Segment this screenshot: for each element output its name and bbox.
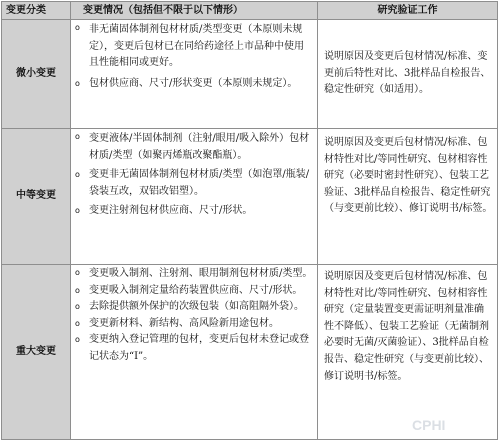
list-item-text: 变更注射剂包材供应商、尺寸/形状。 xyxy=(89,205,253,217)
cphi-watermark-logo xyxy=(412,415,490,435)
list-item-text: 非无菌固体制剂包材材质/类型变更（本原则未规定），变更后包材已在同给药途径上市品种中使用且性能相同或更好。 xyxy=(89,24,304,69)
changes-cell xyxy=(71,265,318,440)
bullet-icon: o xyxy=(75,78,80,88)
table-row-major xyxy=(2,265,498,440)
header-changes: 变更情况（包括但不限于以下情形） xyxy=(71,2,318,20)
bullet-icon: o xyxy=(75,23,80,32)
bullet-icon: o xyxy=(75,132,80,141)
research-cell xyxy=(318,20,498,129)
table-row-minor xyxy=(2,20,498,129)
bullet-icon: o xyxy=(75,170,80,180)
header-research: 研究验证工作 xyxy=(318,2,498,20)
research-cell xyxy=(318,129,498,265)
list-item-text: 变更新材料、新结构、高风险新用途包材。 xyxy=(89,317,279,329)
changes-cell xyxy=(71,20,318,129)
change-classification-table xyxy=(1,1,498,440)
bullet-icon: o xyxy=(75,206,80,216)
list-item-text: 去除提供额外保护的次级包装（如高阻隔外袋）。 xyxy=(89,301,304,313)
bullet-icon: o xyxy=(75,318,80,328)
research-text: 说明原因及变更后包材情况/标准、包材特性对比/等同性研究、包材相容性研究（必要时密封性研究）、包装工艺验证、3批样品自检报告、稳定性研究（与变更前比较）、修订说明书/标签。 xyxy=(324,137,493,215)
changes-list xyxy=(75,265,313,366)
bullet-icon: o xyxy=(75,285,80,295)
list-item-text: 包材供应商、尺寸/形状变更（本原则未规定）。 xyxy=(89,77,298,89)
category-cell: 中等变更 xyxy=(2,129,71,265)
list-item-text: 变更吸入制剂定量给药装置供应商、尺寸/形状。 xyxy=(89,284,303,296)
list-item xyxy=(75,167,313,200)
list-item xyxy=(75,316,313,333)
research-text: 说明原因及变更后包材情况/标准、包材特性对比/等同性研究、包材相容性研究（定量装置变更需证明剂量准确性不降低）、包装工艺验证（无菌制剂必要时无菌/灭菌验证）、3批样品自检报告、稳定性研究（与变更前比较）、修订说明书/标签。 xyxy=(324,271,489,382)
research-cell xyxy=(318,265,498,440)
list-item xyxy=(75,332,313,365)
table-row-moderate xyxy=(2,129,498,265)
research-text: 说明原因及变更后包材情况/标准、变更前后特性对比、3批样品自检报告、稳定性研究（如适用）。 xyxy=(324,51,491,96)
bullet-icon: o xyxy=(75,335,80,345)
list-item xyxy=(75,283,313,300)
list-item-text: 变更液体/半固体制剂（注射/眼用/吸入除外）包材材质/类型（如聚丙烯瓶改聚酯瓶）。 xyxy=(89,133,310,161)
bullet-icon: o xyxy=(75,268,80,277)
list-item xyxy=(75,129,313,164)
list-item-text: 变更非无菌固体制剂包材材质/类型（如泡罩/瓶装/袋装互改，双铝改铝塑）。 xyxy=(89,169,310,197)
changes-cell xyxy=(71,129,318,265)
list-item xyxy=(75,76,313,93)
changes-list xyxy=(75,129,313,220)
list-item-text: 变更纳入登记管理的包材，变更后包材未登记或登记状态为“I”。 xyxy=(89,334,309,362)
list-item xyxy=(75,20,313,72)
bullet-icon: o xyxy=(75,302,80,312)
watermark-text: CPHI xyxy=(412,417,446,433)
header-category: 变更分类 xyxy=(2,2,71,20)
table-header-row xyxy=(2,2,498,20)
list-item xyxy=(75,299,313,316)
category-cell: 重大变更 xyxy=(2,265,71,440)
category-cell: 微小变更 xyxy=(2,20,71,129)
list-item-text: 变更吸入制剂、注射剂、眼用制剂包材材质/类型。 xyxy=(89,268,313,279)
list-item xyxy=(75,265,313,283)
list-item xyxy=(75,203,313,220)
changes-list xyxy=(75,20,313,92)
